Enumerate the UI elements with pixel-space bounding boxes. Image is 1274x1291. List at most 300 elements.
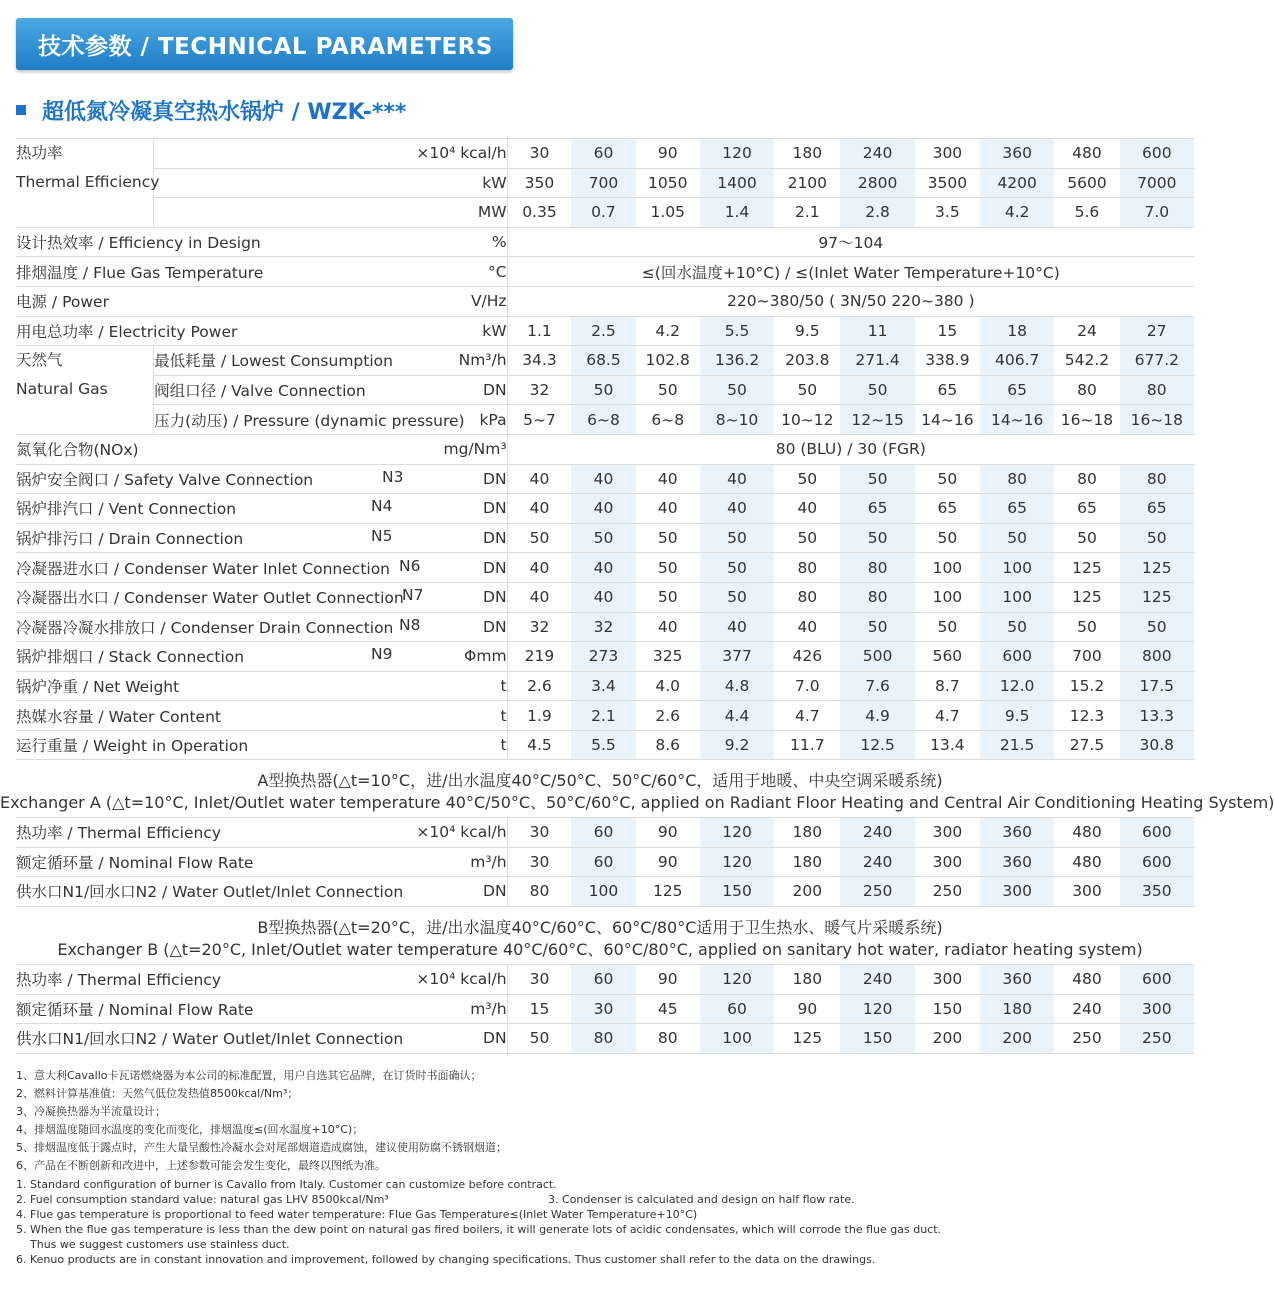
unit-cell: t [382,701,508,731]
note-line [16,1192,1186,1207]
note-line: 6、产品在不断创新和改进中，上述参数可能会发生变化，最终以图纸为准。 [16,1159,386,1172]
value-cell: 271.4 [840,346,914,376]
unit-cell: DN [382,877,508,907]
note-line: 5、排烟温度低于露点时，产生大量呈酸性冷凝水会对尾部烟道造成腐蚀，建议使用防腐不锈钢烟道； [16,1141,507,1154]
value-cell: 97～104 [507,227,1194,257]
value-cell: 50 [774,375,840,405]
table-row [16,818,1194,848]
value-cell: 32 [507,612,571,642]
value-cell: 4.0 [636,671,700,701]
value-cell: 30 [571,994,635,1024]
value-cell: 125 [1120,553,1194,583]
value-cell: 542.2 [1054,346,1119,376]
value-cell: 480 [1054,847,1119,877]
unit-cell: m³/h [382,994,508,1024]
value-cell: 8.6 [636,730,700,760]
value-cell: 377 [700,642,774,672]
notes-cn [16,1067,507,1175]
value-cell: 200 [980,1024,1054,1054]
value-cell: 68.5 [571,346,635,376]
table-row [16,346,1194,376]
value-cell: 65 [915,375,980,405]
value-cell: 406.7 [980,346,1054,376]
value-cell: 30 [507,847,571,877]
value-cell: 15.2 [1054,671,1119,701]
value-cell: 2.6 [636,701,700,731]
value-cell: 50 [636,375,700,405]
value-cell: 80 [840,582,914,612]
value-cell: 80 [1120,375,1194,405]
row-label: 锅炉排汽口 / Vent Connection N4 [16,494,382,524]
value-cell: 180 [774,847,840,877]
table-row [16,316,1194,346]
value-cell: 273 [571,642,635,672]
value-cell: 1.4 [700,198,774,228]
value-cell: 480 [1054,965,1119,995]
value-cell: 34.3 [507,346,571,376]
value-cell: 2.1 [774,198,840,228]
value-cell: 250 [915,877,980,907]
value-cell: 1400 [700,168,774,198]
value-cell: 150 [915,994,980,1024]
unit-cell: DN [382,464,508,494]
value-cell: 5.5 [571,730,635,760]
value-cell: 240 [840,965,914,995]
notes-en [16,1177,1186,1267]
value-cell: 21.5 [980,730,1054,760]
value-cell: 6~8 [571,405,635,435]
value-cell: 80 (BLU) / 30 (FGR) [507,434,1194,464]
value-cell: 360 [980,139,1054,169]
value-cell: 50 [636,553,700,583]
value-cell: 300 [980,877,1054,907]
value-cell: 30.8 [1120,730,1194,760]
value-cell: 426 [774,642,840,672]
table-row [16,965,1194,995]
note-line: 3、冷凝换热器为半流量设计； [16,1105,166,1118]
value-cell: 8.7 [915,671,980,701]
value-cell: 120 [700,139,774,169]
value-cell: 200 [915,1024,980,1054]
value-cell: 240 [840,139,914,169]
value-cell: 677.2 [1120,346,1194,376]
value-cell: 300 [915,818,980,848]
table-row [16,701,1194,731]
value-cell: 500 [840,642,914,672]
value-cell: 2800 [840,168,914,198]
value-cell: 27 [1120,316,1194,346]
unit-cell: ×10⁴ kcal/h [382,965,508,995]
value-cell: 338.9 [915,346,980,376]
row-label: 锅炉安全阀口 / Safety Valve Connection N3 [16,464,382,494]
value-cell: 9.2 [700,730,774,760]
value-cell: 40 [774,494,840,524]
row-label: 锅炉净重 / Net Weight [16,671,382,701]
value-cell: 180 [774,818,840,848]
nozzle-code: N5 [371,527,393,546]
nozzle-code: N4 [371,497,393,516]
value-cell: 5.5 [700,316,774,346]
unit-cell: DN [382,375,508,405]
value-cell: 203.8 [774,346,840,376]
value-cell: 60 [571,818,635,848]
value-cell: 250 [840,877,914,907]
table-row [16,227,1194,257]
value-cell: 4.9 [840,701,914,731]
value-cell: 50 [840,612,914,642]
note-text: 3. Condenser is calculated and design on half flow rate. [548,1193,855,1206]
row-label: 用电总功率 / Electricity Power [16,316,382,346]
row-label: 热媒水容量 / Water Content [16,701,382,731]
value-cell: 50 [507,1024,571,1054]
unit-cell: t [382,671,508,701]
value-cell: 100 [700,1024,774,1054]
value-cell: 40 [571,553,635,583]
value-cell: 65 [915,494,980,524]
nozzle-code: N7 [402,586,424,605]
table-row [16,168,1194,198]
row-label: 排烟温度 / Flue Gas Temperature [16,257,382,287]
value-cell: ≤(回水温度+10°C) / ≤(Inlet Water Temperature+10°C) [507,257,1194,287]
value-cell: 65 [1120,494,1194,524]
value-cell: 50 [700,553,774,583]
value-cell: 40 [507,582,571,612]
value-cell: 40 [636,464,700,494]
value-cell: 600 [980,642,1054,672]
row-label: 氮氧化合物(NOx) [16,434,382,464]
value-cell: 40 [571,464,635,494]
value-cell: 40 [507,553,571,583]
table-row [16,730,1194,760]
exchanger-a-title-en: Exchanger A (△t=10°C, Inlet/Outlet water temperature 40°C/50°C、50°C/60°C, applied on Radiant Floor Heating and Central Air Conditioning Heating System) [0,793,1274,812]
row-label: 设计热效率 / Efficiency in Design [16,227,382,257]
value-cell: 90 [636,965,700,995]
value-cell: 60 [571,965,635,995]
value-cell: 14~16 [980,405,1054,435]
value-cell: 180 [774,139,840,169]
exchanger-b-table [16,964,1194,1054]
value-cell: 7.0 [774,671,840,701]
value-cell: 9.5 [774,316,840,346]
value-cell: 65 [840,494,914,524]
value-cell: 1.9 [507,701,571,731]
value-cell: 0.7 [571,198,635,228]
unit-cell: m³/h [382,847,508,877]
table-row [16,257,1194,287]
value-cell: 45 [636,994,700,1024]
value-cell: 50 [507,523,571,553]
unit-cell: DN [382,523,508,553]
value-cell: 125 [636,877,700,907]
value-cell: 120 [700,965,774,995]
value-cell: 150 [700,877,774,907]
bullet-square-icon [16,105,26,115]
value-cell: 12.5 [840,730,914,760]
value-cell: 136.2 [700,346,774,376]
unit-cell: V/Hz [382,286,508,316]
note-line: 5. When the flue gas temperature is less than the dew point on natural gas fired boilers, it will generate lots of acidic condensates, which will corrode the flue gas duct. [16,1223,942,1236]
value-cell: 102.8 [636,346,700,376]
value-cell: 16~18 [1120,405,1194,435]
value-cell: 350 [1120,877,1194,907]
value-cell: 4.4 [700,701,774,731]
row-label: 供水口N1/回水口N2 / Water Outlet/Inlet Connection [16,1024,382,1054]
note-line: 1. Standard configuration of burner is Cavallo from Italy. Customer can customize before contract. [16,1178,557,1191]
natural-gas-label: 天然气 Natural Gas [16,346,154,435]
value-cell: 16~18 [1054,405,1119,435]
nozzle-code: N9 [371,645,393,664]
value-cell: 600 [1120,139,1194,169]
value-cell: 2.6 [507,671,571,701]
value-cell: 50 [840,464,914,494]
table-row [16,286,1194,316]
value-cell: 3.5 [915,198,980,228]
unit-cell: DN [382,582,508,612]
value-cell: 7000 [1120,168,1194,198]
unit-cell: MW [154,198,507,228]
value-cell: 219 [507,642,571,672]
unit-cell: DN [382,553,508,583]
value-cell: 8~10 [700,405,774,435]
value-cell: 27.5 [1054,730,1119,760]
row-label: 最低耗量 / Lowest Consumption [154,346,382,376]
value-cell: 40 [700,612,774,642]
value-cell: 120 [700,818,774,848]
value-cell: 100 [980,582,1054,612]
row-label: 冷凝器出水口 / Condenser Water Outlet Connection N7 [16,582,382,612]
value-cell: 4.5 [507,730,571,760]
row-label: 电源 / Power [16,286,382,316]
value-cell: 15 [915,316,980,346]
row-label: 冷凝器进水口 / Condenser Water Inlet Connection N6 [16,553,382,583]
value-cell: 50 [915,464,980,494]
value-cell: 90 [636,818,700,848]
value-cell: 360 [980,818,1054,848]
value-cell: 12.3 [1054,701,1119,731]
thermal-efficiency-label: 热功率 Thermal Efficiency [16,139,154,228]
value-cell: 80 [1054,464,1119,494]
row-label: 锅炉排污口 / Drain Connection N5 [16,523,382,553]
value-cell: 50 [700,375,774,405]
value-cell: 4.2 [980,198,1054,228]
row-label: 运行重量 / Weight in Operation [16,730,382,760]
value-cell: 100 [915,553,980,583]
main-spec-table [16,138,1194,760]
value-cell: 5~7 [507,405,571,435]
value-cell: 90 [636,139,700,169]
value-cell: 80 [507,877,571,907]
value-cell: 50 [915,612,980,642]
value-cell: 360 [980,965,1054,995]
nozzle-code: N3 [382,467,404,486]
value-cell: 40 [571,582,635,612]
value-cell: 3500 [915,168,980,198]
value-cell: 4.7 [915,701,980,731]
value-cell: 40 [636,494,700,524]
value-cell: 300 [1120,994,1194,1024]
value-cell: 250 [1054,1024,1119,1054]
table-row [16,198,1194,228]
value-cell: 4.2 [636,316,700,346]
exchanger-a-title-cn: A型换热器(△t=10°C，进/出水温度40°C/50°C、50°C/60°C，适用于地暖、中央空调采暖系统) [257,771,943,790]
value-cell: 80 [840,553,914,583]
value-cell: 300 [915,139,980,169]
value-cell: 40 [507,464,571,494]
exchanger-a-table [16,817,1194,907]
value-cell: 560 [915,642,980,672]
product-heading [16,95,406,125]
note-line: Thus we suggest customers use stainless duct. [30,1238,290,1251]
value-cell: 17.5 [1120,671,1194,701]
note-line: 4、排烟温度随回水温度的变化而变化，排烟温度≤(回水温度+10°C)； [16,1123,364,1136]
value-cell: 12~15 [840,405,914,435]
value-cell: 18 [980,316,1054,346]
unit-cell: DN [382,1024,508,1054]
row-label: 阀组口径 / Valve Connection [154,375,382,405]
value-cell: 65 [980,375,1054,405]
unit-cell: kW [154,168,507,198]
value-cell: 600 [1120,818,1194,848]
row-label: 冷凝器冷凝水排放口 / Condenser Drain Connection N8 [16,612,382,642]
table-row [16,375,1194,405]
note-line: 6. Kenuo products are in constant innovation and improvement, followed by changing specifications. Thus customer shall refer to the data on the drawings. [16,1253,876,1266]
value-cell: 40 [507,494,571,524]
row-label: 热功率 / Thermal Efficiency [16,965,382,995]
value-cell: 90 [636,847,700,877]
value-cell: 700 [571,168,635,198]
value-cell: 80 [774,553,840,583]
value-cell: 50 [774,464,840,494]
value-cell: 30 [507,139,571,169]
value-cell: 2.1 [571,701,635,731]
unit-cell: kW [382,316,508,346]
value-cell: 50 [700,523,774,553]
value-cell: 2.8 [840,198,914,228]
value-cell: 150 [840,1024,914,1054]
value-cell: 200 [774,877,840,907]
value-cell: 30 [507,818,571,848]
unit-cell: mg/Nm³ [382,434,508,464]
value-cell: 240 [840,847,914,877]
value-cell: 7.6 [840,671,914,701]
value-cell: 480 [1054,139,1119,169]
value-cell: 7.0 [1120,198,1194,228]
value-cell: 480 [1054,818,1119,848]
value-cell: 80 [980,464,1054,494]
row-label: 供水口N1/回水口N2 / Water Outlet/Inlet Connection [16,877,382,907]
table-row [16,582,1194,612]
note-text: 2. Fuel consumption standard value: natural gas LHV 8500kcal/Nm³ [16,1193,389,1206]
value-cell: 325 [636,642,700,672]
value-cell: 11.7 [774,730,840,760]
value-cell: 3.4 [571,671,635,701]
note-line: 1、意大利Cavallo卡瓦诺燃烧器为本公司的标准配置，用户自选其它品牌，在订货时书面确认； [16,1069,482,1082]
unit-cell: DN [382,612,508,642]
value-cell: 1050 [636,168,700,198]
table-row [16,464,1194,494]
value-cell: 240 [840,818,914,848]
value-cell: 180 [774,965,840,995]
value-cell: 2100 [774,168,840,198]
value-cell: 100 [980,553,1054,583]
table-row [16,994,1194,1024]
value-cell: 125 [1120,582,1194,612]
value-cell: 250 [1120,1024,1194,1054]
table-row [16,434,1194,464]
value-cell: 600 [1120,965,1194,995]
value-cell: 80 [636,1024,700,1054]
note-line: 4. Flue gas temperature is proportional to feed water temperature: Flue Gas Temperature≤(Inlet Water Temperature+10°C) [16,1208,698,1221]
value-cell: 50 [1120,612,1194,642]
value-cell: 60 [571,847,635,877]
table-row [16,1024,1194,1054]
exchanger-b-title-cn: B型换热器(△t=20°C，进/出水温度40°C/60°C、60°C/80°C适用于卫生热水、暖气片采暖系统) [257,918,943,937]
value-cell: 0.35 [507,198,571,228]
value-cell: 50 [980,612,1054,642]
value-cell: 100 [571,877,635,907]
unit-cell: ×10⁴ kcal/h [382,818,508,848]
value-cell: 600 [1120,847,1194,877]
unit-cell: Nm³/h [382,346,508,376]
value-cell: 40 [774,612,840,642]
value-cell: 50 [840,375,914,405]
value-cell: 4.8 [700,671,774,701]
value-cell: 80 [774,582,840,612]
table-row [16,494,1194,524]
value-cell: 125 [774,1024,840,1054]
value-cell: 1.1 [507,316,571,346]
value-cell: 300 [915,847,980,877]
unit-cell: kPa [382,405,508,435]
value-cell: 50 [774,523,840,553]
exchanger-b-title-en: Exchanger B (△t=20°C, Inlet/Outlet water temperature 40°C/60°C、60°C/80°C, applied on sanitary hot water, radiator heating system) [57,940,1143,959]
value-cell: 50 [1120,523,1194,553]
value-cell: 5600 [1054,168,1119,198]
value-cell: 50 [980,523,1054,553]
value-cell: 50 [1054,523,1119,553]
value-cell: 11 [840,316,914,346]
table-row [16,405,1194,435]
value-cell: 60 [700,994,774,1024]
value-cell: 80 [571,1024,635,1054]
table-row [16,671,1194,701]
value-cell: 12.0 [980,671,1054,701]
value-cell: 300 [1054,877,1119,907]
value-cell: 4.7 [774,701,840,731]
value-cell: 9.5 [980,701,1054,731]
table-row [16,877,1194,907]
table-row [16,523,1194,553]
value-cell: 15 [507,994,571,1024]
value-cell: 40 [700,464,774,494]
value-cell: 80 [1120,464,1194,494]
value-cell: 360 [980,847,1054,877]
value-cell: 50 [636,523,700,553]
value-cell: 30 [507,965,571,995]
table-row [16,847,1194,877]
nozzle-code: N8 [399,615,421,634]
value-cell: 50 [571,523,635,553]
row-label: 额定循环量 / Nominal Flow Rate [16,994,382,1024]
value-cell: 100 [915,582,980,612]
value-cell: 300 [915,965,980,995]
unit-cell: % [382,227,508,257]
value-cell: 1.05 [636,198,700,228]
value-cell: 180 [980,994,1054,1024]
nozzle-code: N6 [399,556,421,575]
value-cell: 6~8 [636,405,700,435]
value-cell: 60 [571,139,635,169]
